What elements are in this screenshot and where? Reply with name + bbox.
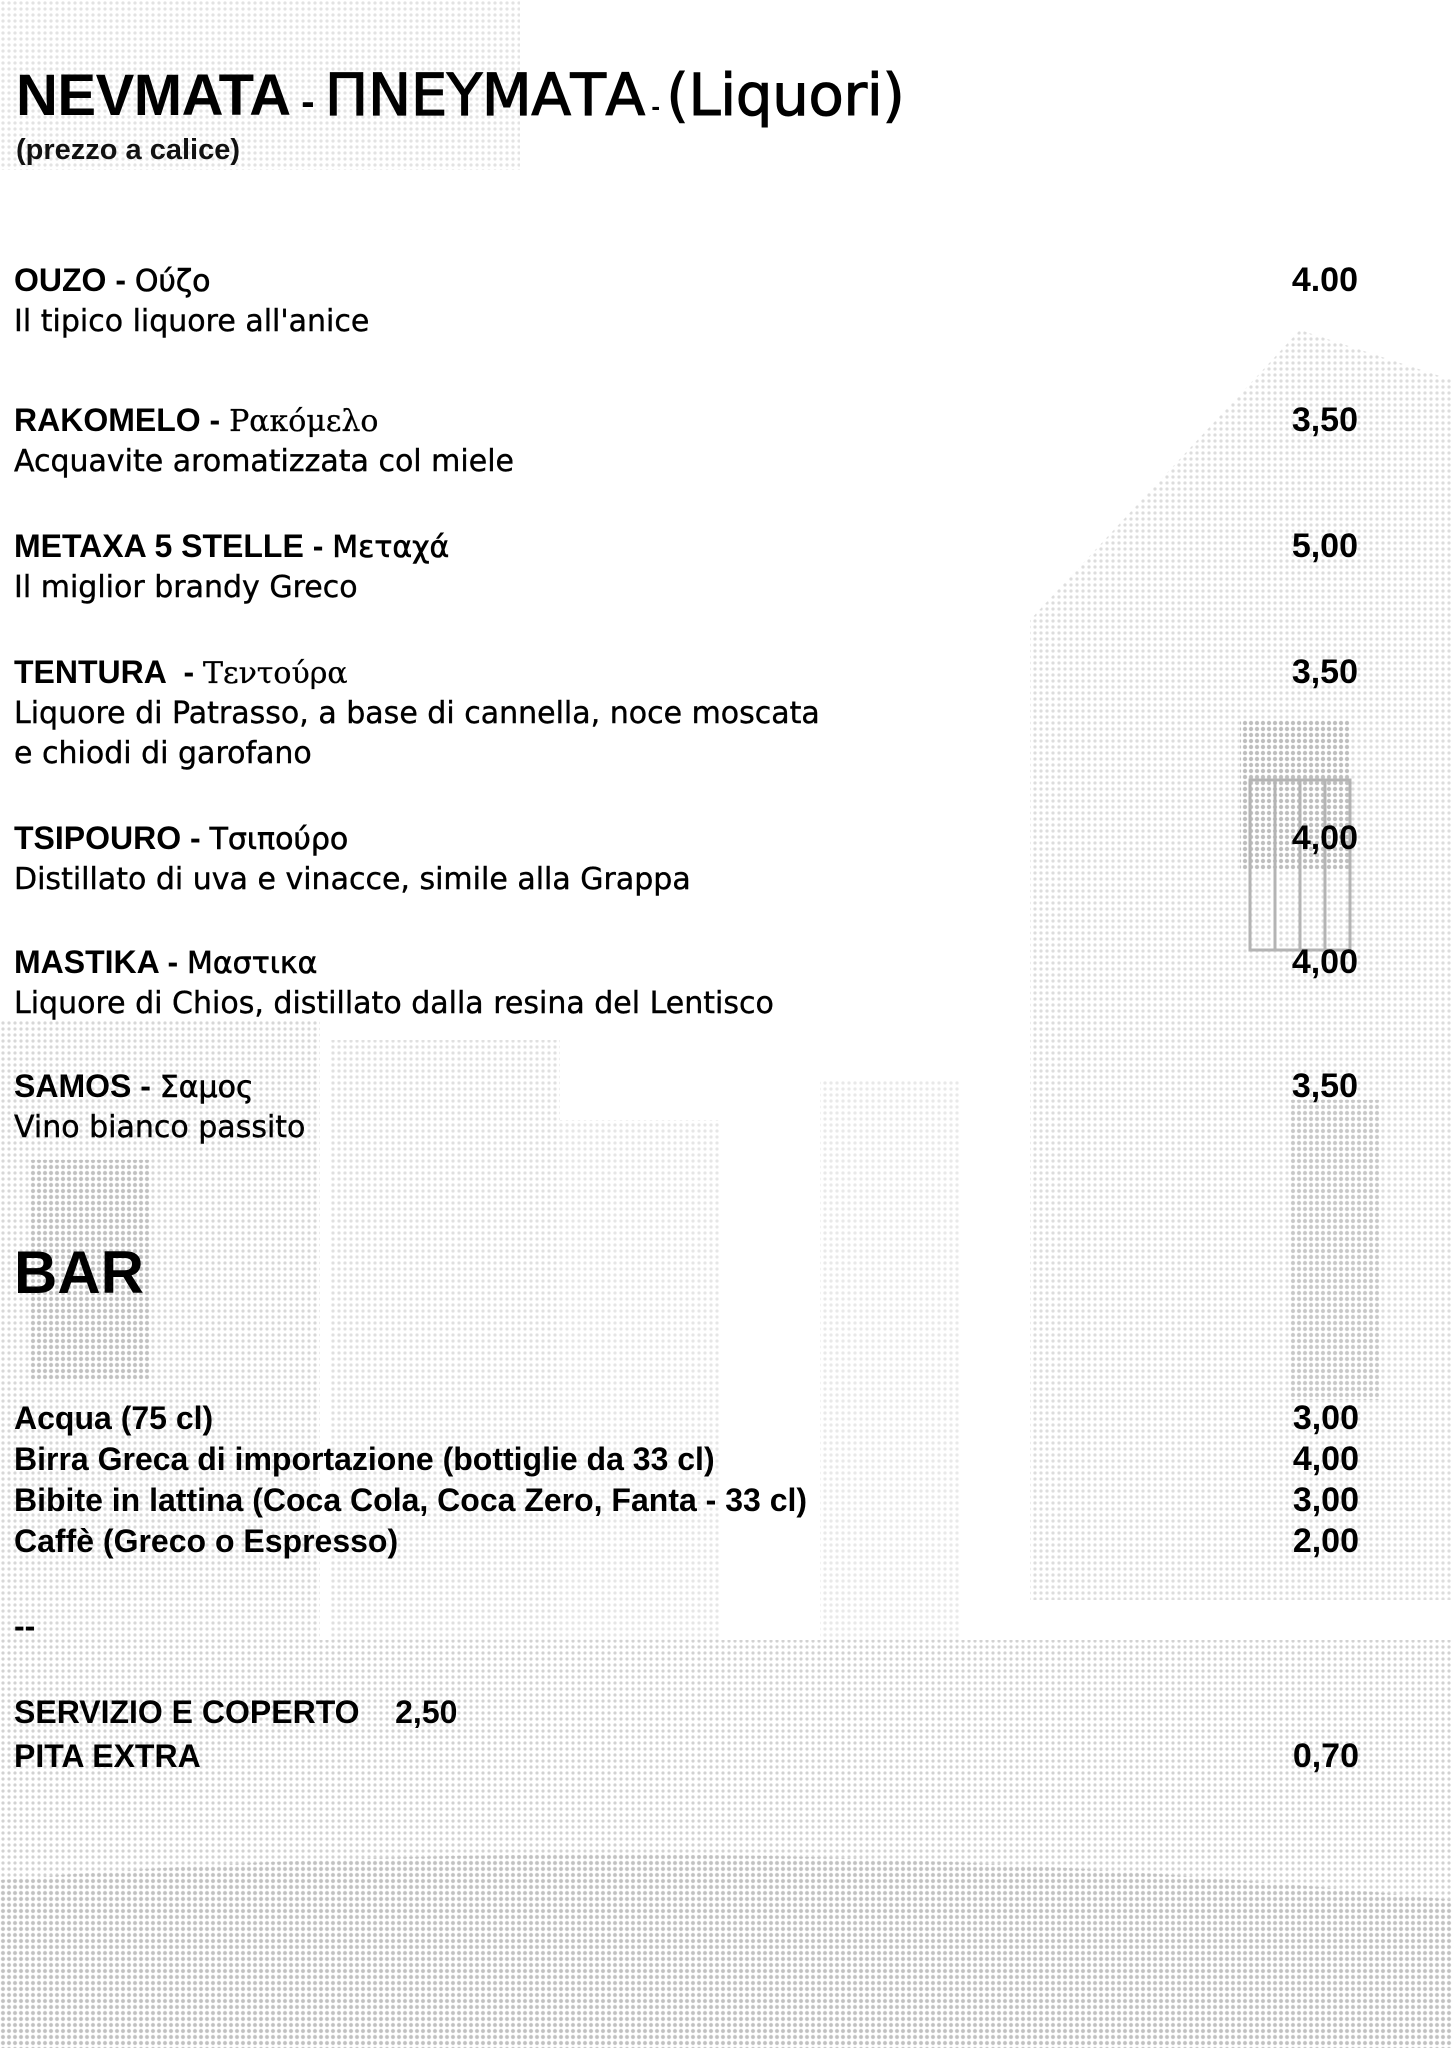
item-description: Il miglior brandy Greco: [14, 570, 358, 605]
item-separator: -: [106, 262, 135, 298]
item-description-continued: e chiodi di garofano: [14, 736, 312, 771]
item-name: OUZO: [14, 262, 107, 298]
bar-item-price: 3,00: [1292, 1481, 1359, 1519]
item-separator: -: [200, 402, 230, 438]
menu-item-samos: [14, 1066, 1354, 1148]
bar-section-title: BAR: [14, 1239, 144, 1306]
price-note: (prezzo a calice): [16, 134, 241, 166]
item-price-metaxa: 5,00: [1291, 527, 1358, 565]
item-greek-name: Σαμος: [159, 1070, 254, 1105]
title-separator-2: -: [644, 91, 667, 121]
item-price-tentura: 3,50: [1291, 653, 1358, 691]
item-greek-name: Τσιπούρο: [209, 822, 349, 857]
item-greek-name: Μεταχά: [332, 530, 450, 565]
bar-item: [14, 1480, 1359, 1521]
menu-item-mastika: [14, 942, 1354, 1024]
item-price-samos: 3,50: [1291, 1067, 1358, 1105]
item-greek-name: Ούζο: [134, 264, 211, 299]
item-description: Il tipico liquore all'anice: [14, 304, 370, 339]
extra-item-price: 0,70: [1292, 1737, 1359, 1775]
item-name: TSIPOURO: [14, 820, 182, 856]
item-separator: -: [165, 654, 204, 690]
item-price-mastika: 4,00: [1291, 943, 1358, 981]
bar-item-list: [14, 1398, 1359, 1562]
bar-item-price: 2,00: [1292, 1522, 1359, 1560]
item-price-ouzo: 4.00: [1291, 261, 1358, 299]
item-separator: -: [131, 1068, 160, 1104]
bar-item-label: Caffè (Greco o Espresso): [14, 1523, 399, 1559]
extra-item-label: PITA EXTRA: [14, 1738, 201, 1774]
menu-item-tsipouro: [14, 818, 1354, 900]
item-separator: -: [303, 528, 333, 564]
bar-item: [14, 1439, 1359, 1480]
title-separator: -: [290, 80, 325, 124]
item-description: Vino bianco passito: [14, 1110, 306, 1145]
item-separator: -: [158, 944, 188, 980]
bar-item-label: Bibite in lattina (Coca Cola, Coca Zero, Fanta - 33 cl): [14, 1482, 808, 1518]
extra-item-label: SERVIZIO E COPERTO 2,50: [14, 1694, 458, 1730]
item-price-rakomelo: 3,50: [1291, 401, 1358, 439]
item-description: Liquore di Chios, distillato dalla resina del Lentisco: [14, 986, 774, 1021]
extra-item: [14, 1734, 1359, 1778]
extra-item: [14, 1690, 1359, 1734]
extras-list: [14, 1690, 1359, 1778]
title-greek: ΠΝΕΥΜΑΤΑ: [324, 61, 645, 129]
bar-item-price: 3,00: [1292, 1399, 1359, 1437]
page-title: [16, 61, 905, 129]
item-description: Liquore di Patrasso, a base di cannella, noce moscata: [14, 696, 820, 731]
item-description: Acquavite aromatizzata col miele: [14, 444, 514, 479]
menu-item-ouzo: [14, 260, 1354, 342]
menu-item-rakomelo: [14, 400, 1354, 482]
item-name: RAKOMELO: [14, 402, 201, 438]
separator-dash: --: [14, 1608, 36, 1644]
item-price-tsipouro: 4,00: [1291, 819, 1358, 857]
menu-item-metaxa: [14, 526, 1354, 608]
item-greek-name: Μαστικα: [187, 946, 318, 981]
bar-item-label: Acqua (75 cl): [14, 1400, 214, 1436]
bar-item: [14, 1521, 1359, 1562]
item-description: Distillato di uva e vinacce, simile alla Grappa: [14, 862, 691, 897]
bar-item: [14, 1398, 1359, 1439]
bar-item-label: Birra Greca di importazione (bottiglie da 33 cl): [14, 1441, 715, 1477]
item-separator: -: [181, 820, 210, 856]
item-name: METAXA 5 STELLE: [14, 528, 304, 564]
item-name: MASTIKA: [14, 944, 159, 980]
item-name: TENTURA: [14, 654, 166, 690]
item-greek-name: Ρακόμελο: [229, 404, 379, 439]
title-italian: (Liquori): [666, 61, 905, 129]
item-greek-name: Τεντούρα: [203, 656, 348, 691]
title-latin: NEVMATA: [16, 63, 291, 128]
menu-item-tentura: [14, 652, 1354, 774]
item-name: SAMOS: [14, 1068, 132, 1104]
bar-item-price: 4,00: [1292, 1440, 1359, 1478]
